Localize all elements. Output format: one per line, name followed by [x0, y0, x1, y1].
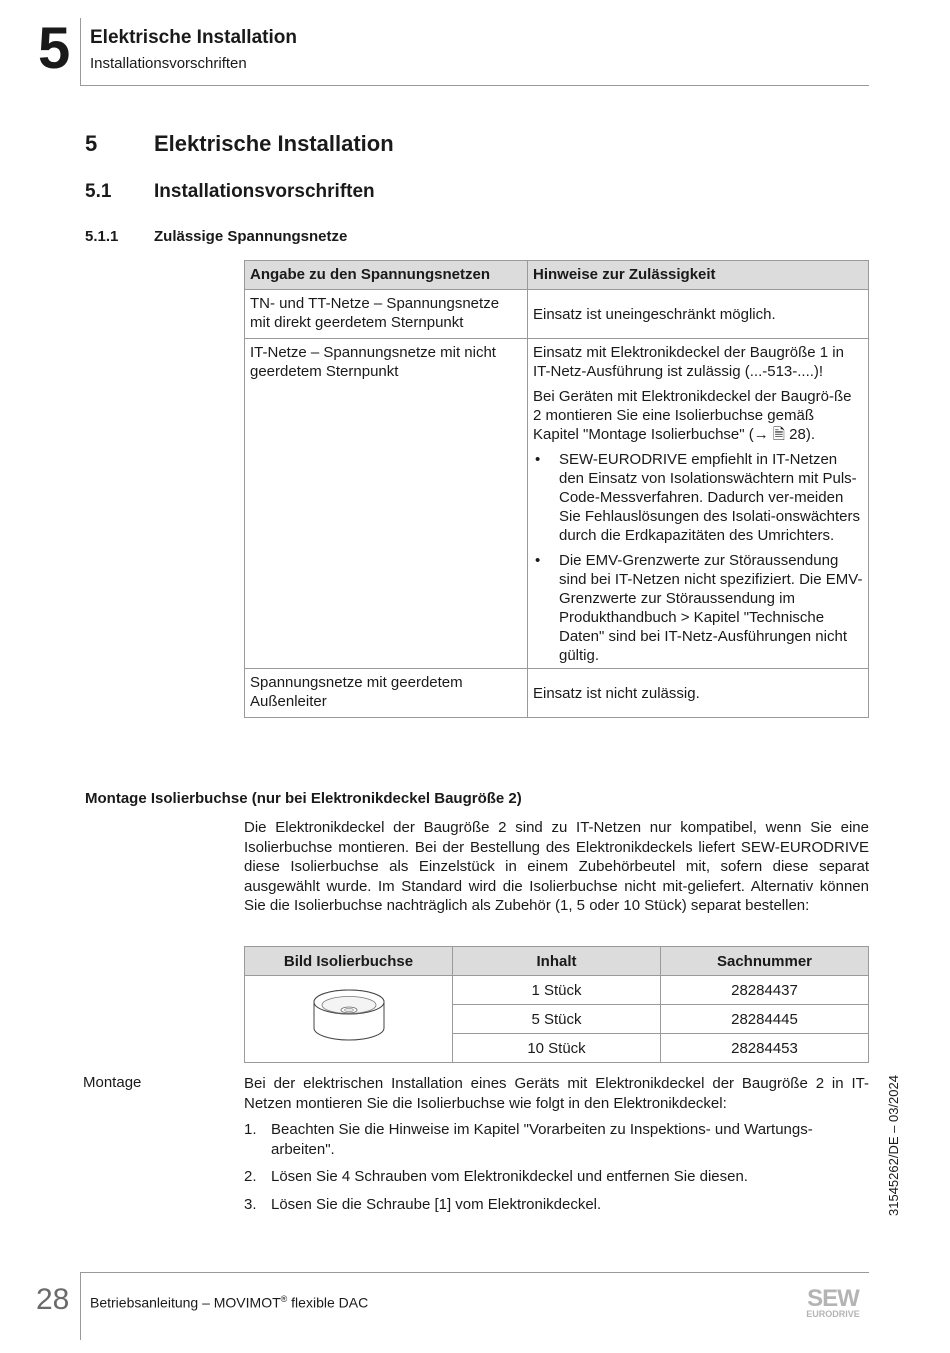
column-header: Hinweise zur Zulässigkeit [528, 261, 869, 290]
logo-wordmark: SEW [807, 1285, 859, 1312]
content-cell: 5 Stück [453, 1005, 661, 1034]
table-row [245, 339, 869, 669]
step-number: 1. [244, 1121, 257, 1138]
section-number: 5 [85, 131, 98, 156]
step-text: Lösen Sie 4 Schrauben vom Elektronikdeckel und entfernen Sie diesen. [271, 1168, 748, 1185]
network-cell: TN- und TT-Netze – Spannungsnetze mit direkt geerdetem Sternpunkt [245, 290, 528, 339]
table-row [245, 976, 869, 1005]
part-number-cell: 28284445 [661, 1005, 869, 1034]
list-item [533, 551, 863, 665]
header-title: Elektrische Installation [90, 27, 297, 48]
network-cell: Spannungsnetze mit geerdetem Außenleiter [245, 669, 528, 718]
note-paragraph: Einsatz mit Elektronikdeckel der Baugröße 1 in IT-Netz-Ausführung ist zulässig (...-513-....)! [533, 344, 844, 380]
table-row [245, 669, 869, 718]
montage-heading: Montage Isolierbuchse (nur bei Elektronikdeckel Baugröße 2) [85, 790, 522, 807]
section-title: Elektrische Installation [154, 131, 394, 156]
column-header: Bild Isolierbuchse [245, 947, 453, 976]
subsubsection-number: 5.1.1 [85, 228, 119, 245]
bullet-icon: • [535, 552, 541, 569]
step-number: 2. [244, 1168, 257, 1185]
content-cell: 10 Stück [453, 1034, 661, 1063]
column-header: Sachnummer [661, 947, 869, 976]
footer-divider [80, 1272, 81, 1340]
chapter-number: 5 [38, 16, 71, 81]
bullet-icon: • [535, 451, 541, 468]
document-id: 31545262/DE – 03/2024 [886, 1075, 901, 1216]
montage-label: Montage [83, 1074, 142, 1091]
registered-mark: ® [280, 1294, 288, 1304]
insulating-bushing-image [306, 986, 392, 1048]
content-cell: 1 Stück [453, 976, 661, 1005]
bushing-image-cell [245, 976, 453, 1063]
table-row [245, 290, 869, 339]
note-cell: Einsatz ist uneingeschränkt möglich. [528, 290, 869, 339]
list-item [244, 1120, 869, 1159]
header-subtitle: Installationsvorschriften [90, 55, 247, 72]
montage-intro: Bei der elektrischen Installation eines Geräts mit Elektronikdeckel der Baugröße 2 in IT-Netzen montieren Sie die Isolierbuchse wie folgt in den Elektronikdeckel: [244, 1075, 869, 1112]
bullet-text: SEW-EURODRIVE empfiehlt in IT-Netzen den Einsatz von Isolationswächtern mit Puls-Code-Messverfahren. Dadurch ver-meiden Sie Fehlauslösungen des Isolati-onswächters durch die Erdkapazitäten des Umrichters. [559, 451, 861, 544]
column-header: Angabe zu den Spannungsnetzen [245, 261, 528, 290]
step-text: Beachten Sie die Hinweise im Kapitel "Vorarbeiten zu Inspektions- und Wartungs-arbeiten". [271, 1121, 813, 1158]
voltage-networks-table [244, 260, 869, 718]
column-header: Inhalt [453, 947, 661, 976]
network-cell: IT-Netze – Spannungsnetze mit nicht geerdetem Sternpunkt [245, 339, 528, 669]
note-paragraph: Bei Geräten mit Elektronikdeckel der Baugrö-ße 2 montieren Sie eine Isolierbuchse gemäß Kapitel "Montage Isolierbuchse" (→ 🗎 28). [533, 388, 852, 443]
footer-title-suffix: flexible DAC [287, 1294, 369, 1311]
part-number-cell: 28284453 [661, 1034, 869, 1063]
part-number-cell: 28284437 [661, 976, 869, 1005]
footer-title [90, 1294, 368, 1311]
list-item [244, 1167, 869, 1187]
parts-table [244, 946, 869, 1063]
table-header-row [245, 261, 869, 290]
montage-steps [244, 1120, 869, 1222]
montage-body: Die Elektronikdeckel der Baugröße 2 sind zu IT-Netzen nur kompatibel, wenn Sie eine Isolierbuchse montieren. Bei der Bestellung des Elektronikdeckels liefert SEW-EURODRIVE diese Isolierbuchse als Einzelstück in einem Zubehörbeutel mit, sofern diese separat ausgewählt wurde. Im Standard wird die Isolierbuchse nicht mit-geliefert. Alternativ können Sie die Isolierbuchse nachträglich als Zubehör (1, 5 oder 10 Stück) separat bestellen: [244, 819, 869, 914]
header-divider [80, 18, 81, 86]
step-number: 3. [244, 1195, 257, 1213]
table-header-row [245, 947, 869, 976]
header-rule [80, 85, 869, 86]
list-item [244, 1195, 869, 1215]
note-cell: Einsatz ist nicht zulässig. [528, 669, 869, 718]
bullet-text: Die EMV-Grenzwerte zur Störaussendung sind bei IT-Netzen nicht spezifiziert. Die EMV-Grenzwerte zur Störaussendung im Produkthandbuch > Kapitel "Technische Daten" sind bei IT-Netz-Ausführungen nicht gültig. [559, 552, 863, 664]
subsection-title: Installationsvorschriften [154, 181, 375, 202]
sew-eurodrive-logo [797, 1284, 869, 1320]
subsection-number: 5.1 [85, 181, 112, 202]
logo-subtext: EURODRIVE [806, 1309, 860, 1319]
list-item [533, 450, 863, 545]
footer-rule [80, 1272, 869, 1273]
subsubsection-title: Zulässige Spannungsnetze [154, 228, 348, 245]
step-text: Lösen Sie die Schraube [1] vom Elektronikdeckel. [271, 1195, 602, 1213]
footer-title-text: Betriebsanleitung – MOVIMOT [90, 1294, 281, 1311]
note-cell [528, 339, 869, 669]
page-number: 28 [36, 1283, 70, 1316]
